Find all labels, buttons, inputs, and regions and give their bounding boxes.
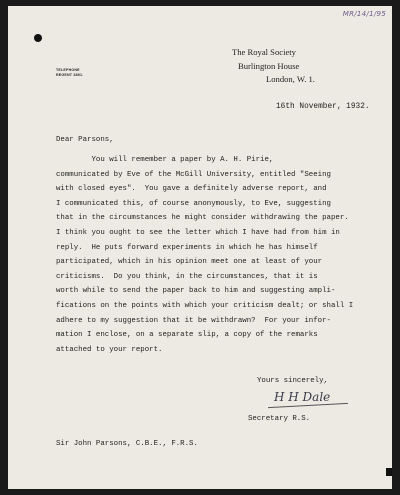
body-line: mation I enclose, on a separate slip, a copy of the remarks [56,331,318,340]
telephone-block [56,68,83,78]
archive-reference: MR/14/1/95 [342,10,386,18]
body-line: I think you ought to see the letter which I have had from him in [56,228,340,237]
letterhead [232,46,315,87]
body-line: communicated by Eve of the McGill University, entitled "Seeing [56,170,331,179]
closing: Yours sincerely, [257,377,328,385]
scan-edge-mark [386,468,392,476]
letter-date: 16th November, 1932. [276,103,370,111]
salutation: Dear Parsons, [56,136,114,144]
body-line: that in the circumstances he might consider withdrawing the paper. [56,214,349,223]
letter-body [56,153,392,357]
telephone-number: REGENT 3891. [56,73,84,77]
body-line: with closed eyes". You gave a definitely adverse report, and [56,185,327,194]
telephone-label: TELEPHONE [56,68,80,72]
signer-title: Secretary R.S. [248,415,311,423]
letter-page [8,6,392,489]
body-line: I communicated this, of course anonymously, to Eve, suggesting [56,199,331,208]
letterhead-city: London, W. 1. [266,74,315,84]
body-line: You will remember a paper by A. H. Pirie, [56,156,274,164]
body-line: reply. He puts forward experiments in which he has himself [56,243,318,252]
body-line: fications on the points with which your criticism dealt; or shall I [56,301,354,310]
body-line: participated, which in his opinion meet one at least of your [56,258,323,267]
punch-hole [34,34,42,42]
body-line: attached to your report. [56,345,163,354]
recipient: Sir John Parsons, C.B.E., F.R.S. [56,440,198,448]
letterhead-building: Burlington House [238,60,300,71]
body-line: worth while to send the paper back to him and suggesting ampli- [56,287,336,296]
body-line: adhere to my suggestion that it be withdrawn? For your infor- [56,316,331,325]
letterhead-org: The Royal Society [232,47,296,57]
body-line: criticisms. Do you think, in the circumstances, that it is [56,272,318,281]
signature: H H Dale [274,390,331,404]
